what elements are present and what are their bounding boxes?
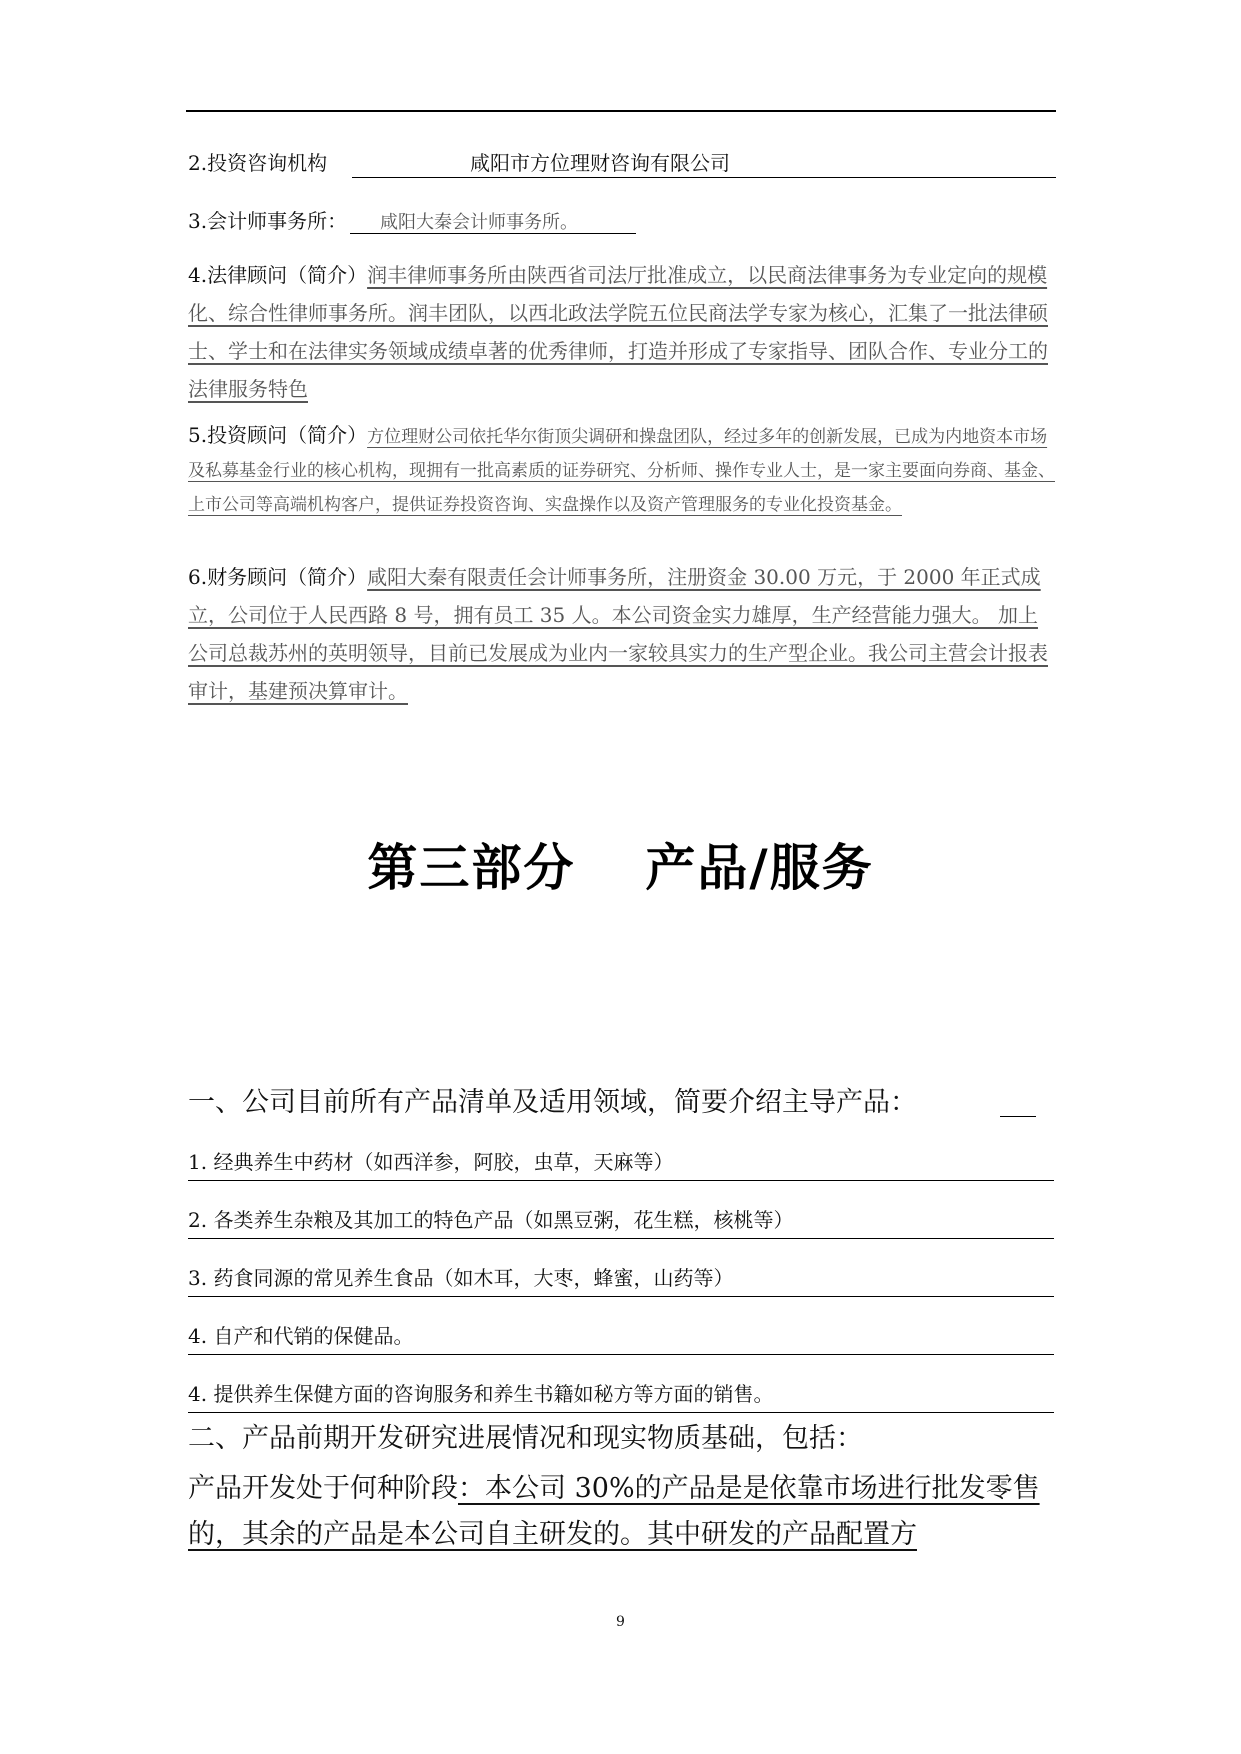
part-heading [0, 828, 1241, 900]
financial-advisor-label: 6.财务顾问（简介） [188, 565, 368, 589]
legal-advisor-label: 4.法律顾问（简介） [188, 263, 368, 287]
product-item: 1. 经典养生中药材（如西洋参，阿胶，虫草，天麻等） [188, 1148, 1054, 1181]
product-item: 4. 自产和代销的保健品。 [188, 1322, 1054, 1355]
financial-advisor-paragraph [188, 558, 1056, 710]
section1-title-underline [1000, 1116, 1036, 1117]
product-item: 3. 药食同源的常见养生食品（如木耳，大枣，蜂蜜，山药等） [188, 1264, 1054, 1297]
development-stage-label: 产品开发处于何种阶段 [188, 1473, 458, 1504]
investment-advisor-label: 5.投资顾问（简介） [188, 423, 368, 447]
part-heading-right: 产品/服务 [645, 839, 874, 897]
section1-title: 一、公司目前所有产品清单及适用领域，简要介绍主导产品： [188, 1087, 917, 1118]
legal-advisor-paragraph [188, 256, 1056, 408]
investment-advisor-text: 方位理财公司依托华尔街顶尖调研和操盘团队，经过多年的创新发展，已成为内地资本市场及私募基金行业的核心机构，现拥有一批高素质的证券研究、分析师、操作专业人士，是一家主要面向券商、基金、上市公司等高端机构客户，提供证券投资咨询、实盘操作以及资产管理服务的专业化投资基金。 [188, 427, 1055, 515]
development-stage-text: ：本公司 30%的产品是是依靠市场进行批发零售的，其余的产品是本公司自主研发的。其中研发的产品配置方 [188, 1473, 1040, 1550]
legal-advisor-text: 润丰律师事务所由陕西省司法厅批准成立，以民商法律事务为专业定向的规模化、综合性律师事务所。润丰团队，以西北政法学院五位民商法学专家为核心，汇集了一批法律硕士、学士和在法律实务领域成绩卓著的优秀律师，打造并形成了专家指导、团队合作、专业分工的法律服务特色 [188, 263, 1048, 401]
accounting-firm-value: 咸阳大秦会计师事务所。 [380, 212, 578, 233]
accounting-firm-label: 3.会计师事务所： [188, 209, 348, 233]
investment-agency-label: 2.投资咨询机构 [188, 151, 328, 175]
investment-advisor-paragraph [188, 418, 1056, 522]
part-heading-left: 第三部分 [367, 839, 576, 897]
product-item: 4. 提供养生保健方面的咨询服务和养生书籍如秘方等方面的销售。 [188, 1380, 1054, 1413]
investment-agency-value: 咸阳市方位理财咨询有限公司 [470, 151, 730, 175]
section2-title: 二、产品前期开发研究进展情况和现实物质基础，包括： [188, 1423, 863, 1454]
product-item: 2. 各类养生杂粮及其加工的特色产品（如黑豆粥，花生糕，核桃等） [188, 1206, 1054, 1239]
investment-agency-underline [352, 177, 1056, 178]
financial-advisor-text: 咸阳大秦有限责任会计师事务所，注册资金 30.00 万元，于 2000 年正式成立，公司位于人民西路 8 号，拥有员工 35 人。本公司资金实力雄厚，生产经营能力强大。 加上公司总裁苏州的英明领导，目前已发展成为业内一家较具实力的生产型企业。我公司主营会计报表审计，基建预决算审计。 [188, 565, 1048, 703]
header-rule [186, 110, 1056, 112]
page-number: 9 [616, 1614, 625, 1630]
development-stage-paragraph [188, 1466, 1058, 1558]
